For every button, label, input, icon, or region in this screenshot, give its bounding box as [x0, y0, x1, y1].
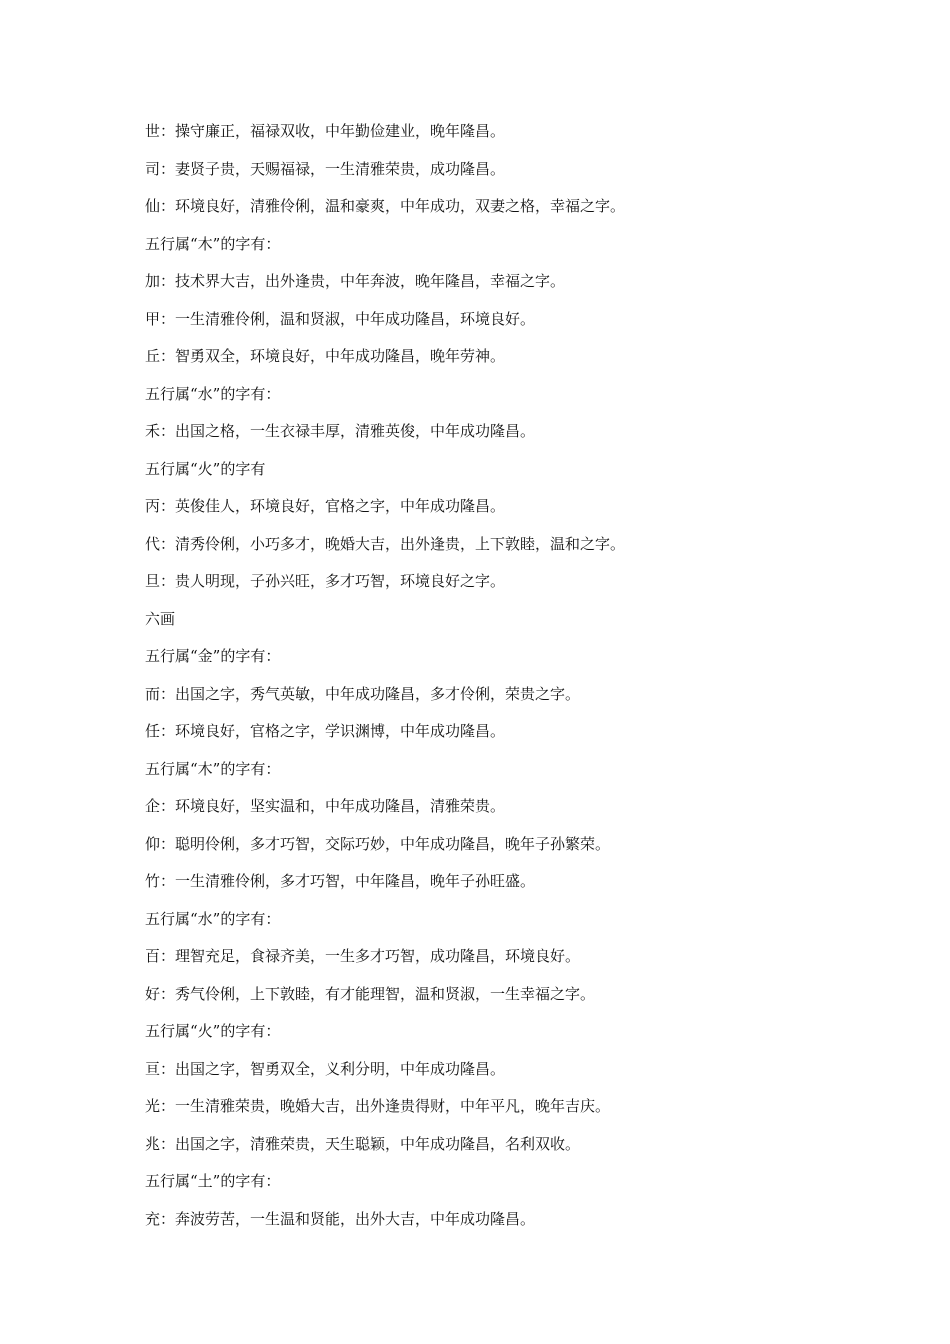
stroke-count-heading: 六画: [145, 609, 176, 628]
text-line: 甲：一生清雅伶俐，温和贤淑，中年成功隆昌，环境良好。: [145, 309, 536, 328]
section-heading: 五行属“木”的字有：: [145, 759, 281, 778]
text-line: 任：环境良好，官格之字，学识渊博，中年成功隆昌。: [145, 722, 506, 740]
text-line: 百：理智充足，食禄齐美，一生多才巧智，成功隆昌，环境良好。: [145, 947, 581, 965]
text-line: 好：秀气伶俐，上下敦睦，有才能理智，温和贤淑，一生幸福之字。: [145, 984, 596, 1003]
section-heading: 五行属“金”的字有：: [145, 647, 281, 665]
text-line: 而：出国之字，秀气英敏，中年成功隆昌，多才伶俐，荣贵之字。: [145, 684, 581, 703]
text-line: 充：奔波劳苦，一生温和贤能，出外大吉，中年成功隆昌。: [145, 1209, 536, 1228]
text-line: 司：妻贤子贵，天赐福禄，一生清雅荣贵，成功隆昌。: [145, 159, 506, 178]
text-line: 企：环境良好，坚实温和，中年成功隆昌，清雅荣贵。: [145, 797, 506, 815]
text-line: 加：技术界大吉，出外逢贵，中年奔波，晚年隆昌，幸福之字。: [145, 272, 566, 290]
text-line: 兆：出国之字，清雅荣贵，天生聪颖，中年成功隆昌，名利双收。: [145, 1134, 581, 1153]
text-line: 禾：出国之格，一生衣禄丰厚，清雅英俊，中年成功隆昌。: [145, 422, 536, 440]
text-line: 仰：聪明伶俐，多才巧智，交际巧妙，中年成功隆昌，晚年子孙繁荣。: [145, 834, 611, 853]
section-heading: 五行属“水”的字有：: [145, 909, 281, 928]
text-line: 丙：英俊佳人，环境良好，官格之字，中年成功隆昌。: [145, 497, 506, 515]
text-line: 亘：出国之字，智勇双全，义利分明，中年成功隆昌。: [145, 1059, 506, 1078]
text-line: 光：一生清雅荣贵，晚婚大吉，出外逢贵得财，中年平凡，晚年吉庆。: [145, 1097, 611, 1115]
text-line: 竹：一生清雅伶俐，多才巧智，中年隆昌，晚年子孙旺盛。: [145, 872, 536, 890]
text-line: 仙：环境良好，清雅伶俐，温和豪爽，中年成功，双妻之格，幸福之字。: [145, 197, 626, 215]
section-heading: 五行属“木”的字有：: [145, 234, 281, 253]
text-line: 旦：贵人明现，子孙兴旺，多才巧智，环境良好之字。: [145, 572, 506, 590]
section-heading: 五行属“土”的字有：: [145, 1172, 281, 1190]
section-heading: 五行属“火”的字有: [145, 459, 266, 478]
text-line: 代：清秀伶俐，小巧多才，晚婚大吉，出外逢贵，上下敦睦，温和之字。: [145, 534, 626, 553]
text-line: 世：操守廉正，福禄双收，中年勤俭建业，晚年隆昌。: [145, 122, 506, 140]
text-line: 丘：智勇双全，环境良好，中年成功隆昌，晚年劳神。: [145, 347, 506, 365]
document-body: [145, 120, 865, 1245]
section-heading: 五行属“水”的字有：: [145, 384, 281, 403]
section-heading: 五行属“火”的字有：: [145, 1022, 281, 1040]
